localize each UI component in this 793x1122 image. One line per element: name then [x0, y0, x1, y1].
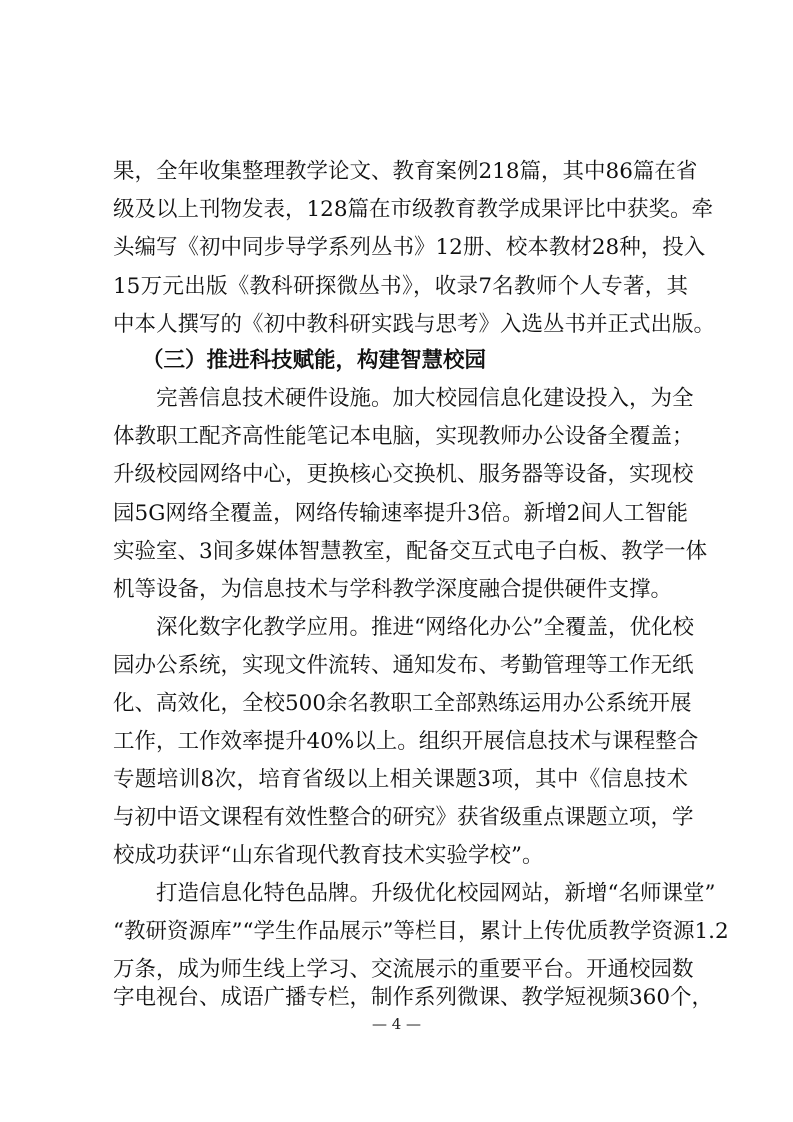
- body-text-line: 工作，工作效率提升40%以上。组织开展信息技术与课程整合: [113, 729, 699, 754]
- body-text-line: 化、高效化，全校500余名教职工全部熟练运用办公系统开展: [113, 691, 692, 716]
- body-text-line: 果，全年收集整理教学论文、教育案例218篇，其中86篇在省: [113, 159, 698, 184]
- body-text-line: 升级校园网络中心，更换核心交换机、服务器等设备，实现校: [113, 462, 694, 487]
- body-text-line: 头编写《初中同步导学系列丛书》12册、校本教材28种，投入: [113, 235, 706, 260]
- body-text-line: 15万元出版《教科研探微丛书》，收录7名教师个人专著，其: [113, 274, 688, 299]
- body-text-line: 机等设备，为信息技术与学科教学深度融合提供硬件支撑。: [113, 577, 673, 602]
- body-text-line: 校成功获评“山东省现代教育技术实验学校”。: [113, 843, 544, 868]
- page-number: — 4 —: [371, 1015, 422, 1033]
- body-text-line: “教研资源库”“学生作品展示”等栏目，累计上传优质教学资源1.2: [113, 919, 729, 944]
- body-text-line: 完善信息技术硬件设施。加大校园信息化建设投入，为全: [156, 386, 694, 411]
- body-text-line: 深化数字化教学应用。推进“网络化办公”全覆盖，优化校: [156, 615, 694, 640]
- body-text-line: 实验室、3间多媒体智慧教室，配备交互式电子白板、教学一体: [113, 539, 708, 564]
- body-text-line: 园5G网络全覆盖，网络传输速率提升3倍。新增2间人工智能: [113, 501, 688, 526]
- body-text-line: 中本人撰写的《初中教科研实践与思考》入选丛书并正式出版。: [113, 312, 716, 337]
- body-text-line: 级及以上刊物发表，128篇在市级教育教学成果评比中获奖。牵: [113, 197, 714, 222]
- body-text-line: 与初中语文课程有效性整合的研究》获省级重点课题立项，学: [113, 805, 694, 830]
- body-text-line: 体教职工配齐高性能笔记本电脑，实现教师办公设备全覆盖；: [113, 424, 694, 449]
- body-text-line: 园办公系统，实现文件流转、通知发布、考勤管理等工作无纸: [113, 653, 694, 678]
- body-text-line: 专题培训8次，培育省级以上相关课题3项，其中《信息技术: [113, 767, 688, 792]
- section-heading: （三）推进科技赋能，构建智慧校园: [142, 348, 487, 373]
- body-text-line: 打造信息化特色品牌。升级优化校园网站，新增“名师课堂”: [156, 881, 716, 906]
- body-text-line: 字电视台、成语广播专栏，制作系列微课、教学短视频360个，: [113, 985, 714, 1010]
- body-text-line: 万条，成为师生线上学习、交流展示的重要平台。开通校园数: [113, 957, 694, 982]
